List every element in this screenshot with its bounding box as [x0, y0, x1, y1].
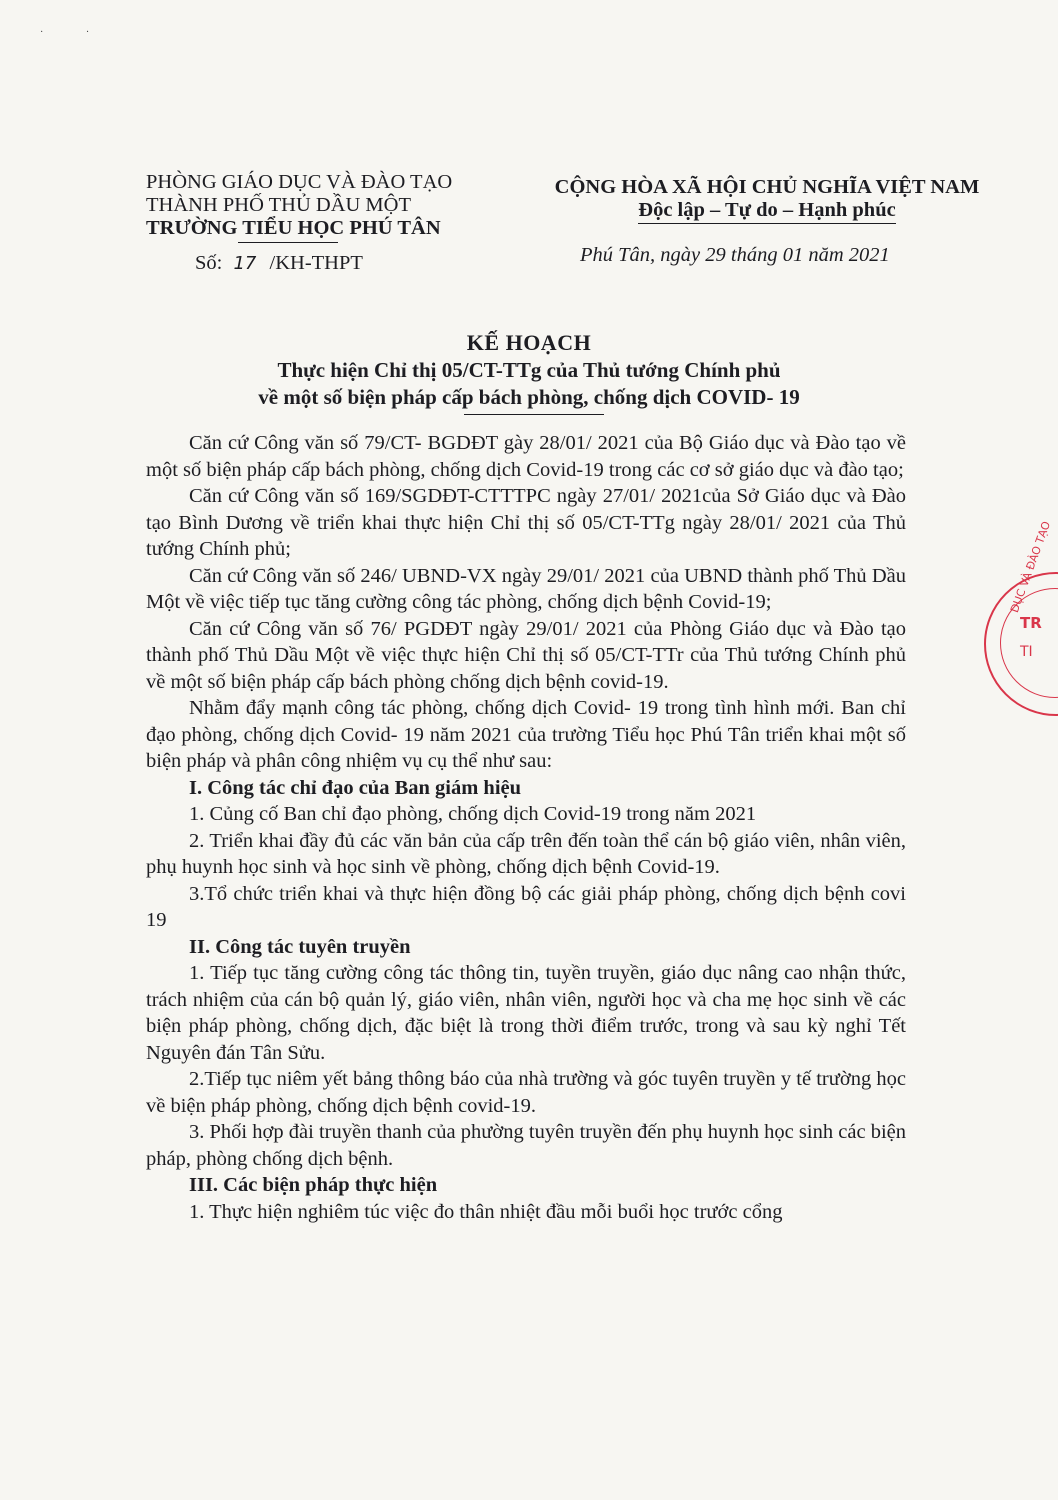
paragraph-basis-2: Căn cứ Công văn số 169/SGDĐT-CTTTPC ngày 27/01/ 2021của Sở Giáo dục và Đào tạo Bình Dương về triển khai thực hiện Chỉ thị số 05/CT-TTg ngày 28/01/ 2021 của Thủ tướng Chính phủ; [146, 485, 906, 560]
national-motto: Độc lập – Tự do – Hạnh phúc [638, 199, 895, 224]
paragraph-basis-4: Căn cứ Công văn số 76/ PGDĐT ngày 29/01/ 2021 của Phòng Giáo dục và Đào tạo thành phố Thủ Dầu Một về việc thực hiện Chỉ thị số 05/CT-TTr của Thủ tướng Chính phủ về một số biện pháp cấp bách phòng chống dịch bệnh covid-19. [146, 617, 906, 693]
issuer-city: THÀNH PHỐ THỦ DẦU MỘT [146, 194, 411, 216]
paragraph-purpose: Nhằm đẩy mạnh công tác phòng, chống dịch Covid- 19 trong tình hình mới. Ban chỉ đạo phòng, chống dịch Covid- 19 năm 2021 của trường Tiểu học Phú Tân triển khai một số biện pháp và phân công nhiệm vụ cụ thể như sau: [146, 697, 906, 772]
seal-center-text-2: TI [1020, 644, 1033, 660]
section-3-heading: III. Các biện pháp thực hiện [189, 1174, 438, 1196]
doc-number-suffix: /KH-THPT [269, 252, 363, 274]
official-seal-stamp [984, 519, 1058, 716]
scan-specks: · · [40, 27, 110, 38]
document-number [195, 252, 363, 275]
document-body [146, 430, 906, 1225]
issuer-department: PHÒNG GIÁO DỤC VÀ ĐÀO TẠO [146, 171, 453, 193]
paragraph-basis-1: Căn cứ Công văn số 79/CT- BGDĐT gày 28/01/ 2021 của Bộ Giáo dục và Đào tạo về một số biện pháp cấp bách phòng, chống dịch Covid-19 trong các cơ sở giáo dục và đào tạo; [146, 432, 906, 481]
section-2-item-3: 3. Phối hợp đài truyền thanh của phường tuyên truyền đến phụ huynh học sinh các biện pháp, phòng chống dịch bệnh. [146, 1121, 906, 1170]
issuer-school: TRƯỜNG TIỂU HỌC PHÚ TÂN [146, 217, 441, 239]
section-2-item-2: 2.Tiếp tục niêm yết bảng thông báo của nhà trường và góc tuyên truyền y tế trường học về biện pháp phòng, chống dịch bệnh covid-19. [146, 1068, 906, 1117]
issuer-header [146, 171, 486, 243]
section-1-item-1: 1. Củng cố Ban chỉ đạo phòng, chống dịch Covid-19 trong năm 2021 [189, 803, 757, 825]
section-1-item-3: 3.Tổ chức triển khai và thực hiện đồng bộ các giải pháp phòng, chống dịch bệnh covi 19 [146, 882, 906, 931]
document-date: Phú Tân, ngày 29 tháng 01 năm 2021 [580, 244, 890, 266]
document-title: KẾ HOẠCH [466, 330, 592, 355]
document-subtitle-2: về một số biện pháp cấp bách phòng, chống dịch COVID- 19 [258, 385, 800, 409]
national-name: CỘNG HÒA XÃ HỘI CHỦ NGHĨA VIỆT NAM [554, 176, 980, 198]
title-divider [464, 414, 604, 415]
doc-number-label: Số: [195, 252, 223, 274]
seal-center-text-1: TR [1020, 614, 1042, 632]
document-subtitle-1: Thực hiện Chỉ thị 05/CT-TTg của Thủ tướng Chính phủ [277, 358, 781, 382]
paragraph-basis-3: Căn cứ Công văn số 246/ UBND-VX ngày 29/01/ 2021 của UBND thành phố Thủ Dầu Một về việc tiếp tục tăng cường công tác phòng, chống dịch bệnh Covid-19; [146, 564, 906, 613]
section-3-item-1: 1. Thực hiện nghiêm túc việc đo thân nhiệt đầu mỗi buổi học trước cổng [189, 1200, 783, 1223]
seal-ring-text: DỤC VÀ ĐÀO TẠO [1008, 519, 1054, 615]
section-2-item-1: 1. Tiếp tục tăng cường công tác thông tin, tuyền truyền, giáo dục nâng cao nhận thức, trách nhiệm của cán bộ quản lý, giáo viên, nhân viên, người học và cha mẹ học sinh về các biện pháp phòng, chống dịch, đặc biệt là trong thời điểm trước, trong và sau kỳ nghỉ Tết Nguyên đán Tân Sửu. [146, 962, 906, 1064]
national-header [532, 176, 1002, 224]
section-1-item-2: 2. Triển khai đầy đủ các văn bản của cấp trên đến toàn thể cán bộ giáo viên, nhân viên, phụ huynh học sinh và học sinh về phòng, chống dịch bệnh Covid-19. [146, 829, 906, 878]
issuer-underline [238, 242, 338, 243]
section-2-heading: II. Công tác tuyên truyền [189, 935, 411, 958]
section-1-heading: I. Công tác chỉ đạo của Ban giám hiệu [189, 776, 522, 799]
doc-number-handwritten: 17 [233, 253, 257, 274]
